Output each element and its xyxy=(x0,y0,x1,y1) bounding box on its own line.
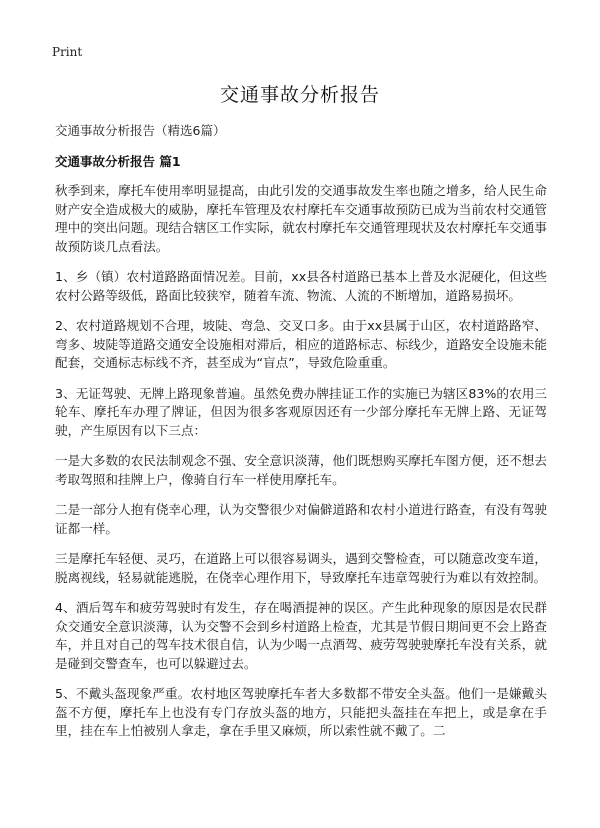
document-title: 交通事故分析报告 xyxy=(219,84,380,106)
paragraph: 1、乡（镇）农村道路路面情况差。目前，xx县各村道路已基本上普及水泥硬化，但这些农村公路等级低，路面比较狭窄，随着车流、物流、人流的不断增加，道路易损坏。 xyxy=(55,269,547,303)
document-body xyxy=(55,182,547,753)
paragraph: 秋季到来，摩托车使用率明显提高，由此引发的交通事故发生率也随之增多，给人民生命财产安全造成极大的威胁，摩托车管理及农村摩托车交通事故预防已成为当前农村交通管理中的突出问题。现结合辖区工作实际，就农村摩托车交通管理现状及农村摩托车交通事故预防谈几点看法。 xyxy=(55,183,547,254)
paragraph: 一是大多数的农民法制观念不强、安全意识淡薄，他们既想购买摩托车图方便，还不想去考取驾照和挂牌上户，像骑自行车一样使用摩托车。 xyxy=(55,453,547,487)
section-heading: 交通事故分析报告 篇1 xyxy=(55,154,181,169)
paragraph: 二是一部分人抱有侥幸心理，认为交警很少对偏僻道路和农村小道进行路查，有没有驾驶证都一样。 xyxy=(55,502,547,536)
paragraph: 3、无证驾驶、无牌上路现象普遍。虽然免费办牌挂证工作的实施已为辖区83%的农用三轮车、摩托车办理了牌证，但因为很多客观原因还有一少部分摩托车无牌上路、无证驾驶，产生原因有以下三点： xyxy=(55,385,547,438)
paragraph: 4、酒后驾车和疲劳驾驶时有发生，存在喝酒提神的误区。产生此种现象的原因是农民群众交通安全意识淡薄，认为交警不会到乡村道路上检查，尤其是节假日期间更不会上路查车，并且对自己的驾车技术很自信，认为少喝一点酒驾、疲劳驾驶驶摩托车没有关系，就是碰到交警查车，也可以躲避过去。 xyxy=(55,600,547,671)
paragraph: 5、不戴头盔现象严重。农村地区驾驶摩托车者大多数都不带安全头盔。他们一是嫌戴头盔不方便，摩托车上也没有专门存放头盔的地方，只能把头盔挂在车把上，或是拿在手里，挂在车上怕被别人拿走，拿在手里又麻烦，所以索性就不戴了。二 xyxy=(55,686,547,738)
print-link[interactable]: Print xyxy=(52,45,83,59)
paragraph: 三是摩托车轻便、灵巧，在道路上可以很容易调头，遇到交警检查，可以随意改变车道，脱离视线，轻易就能逃脱，在侥幸心理作用下，导致摩托车违章驾驶行为难以有效控制。 xyxy=(55,551,547,585)
paragraph: 2、农村道路规划不合理，坡陡、弯急、交叉口多。由于xx县属于山区，农村道路路窄、弯多、坡陡等道路交通安全设施相对滞后，相应的道路标志、标线少，道路安全设施未能配套，交通标志标线不齐，甚至成为“盲点”，导致危险重重。 xyxy=(55,318,547,370)
document-subtitle: 交通事故分析报告（精选6篇） xyxy=(55,123,226,138)
